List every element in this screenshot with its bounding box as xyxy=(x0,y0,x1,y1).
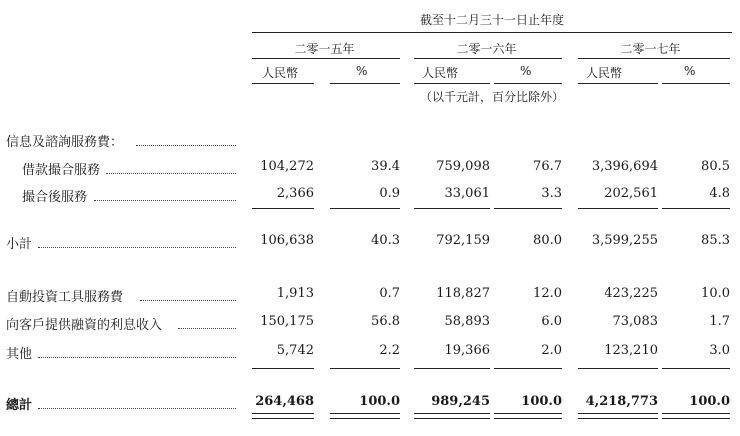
subtotal-rule-4 xyxy=(494,208,562,209)
cell-2016-amount: 759,098 xyxy=(436,159,490,174)
col-rule-6 xyxy=(662,83,730,84)
col-rule-5 xyxy=(578,83,658,84)
subtotal-rule-2 xyxy=(330,208,400,209)
cell-2016-pct: 12.0 xyxy=(533,286,562,301)
currency-header-2017: 人民幣 xyxy=(586,66,623,80)
cell-2015-amount: 106,638 xyxy=(260,233,314,248)
cell-2016-pct: 76.7 xyxy=(533,159,562,174)
total-rule-3 xyxy=(414,368,490,369)
cell-2016-amount: 989,245 xyxy=(431,394,490,409)
units-note: （以千元計，百分比除外） xyxy=(419,90,564,104)
cell-2016-pct: 3.3 xyxy=(541,186,562,201)
year-rule-2017 xyxy=(578,58,730,59)
pct-header-2016: % xyxy=(520,64,532,78)
grand-total-double-rule-6 xyxy=(662,413,730,419)
grand-total-double-rule-3 xyxy=(414,413,490,419)
col-rule-3 xyxy=(414,83,490,84)
cell-2017-amount: 3,396,694 xyxy=(591,159,658,174)
row-leader xyxy=(38,408,236,409)
grand-total-double-rule-4 xyxy=(494,413,562,419)
row-leader xyxy=(178,328,236,329)
cell-2017-amount: 73,083 xyxy=(612,314,658,329)
year-rule-2016 xyxy=(414,58,562,59)
cell-2017-pct: 80.5 xyxy=(701,159,730,174)
cell-2016-amount: 792,159 xyxy=(436,233,490,248)
cell-2017-pct: 4.8 xyxy=(709,186,730,201)
row-label: 撮合後服務 xyxy=(22,190,88,205)
cell-2015-pct: 0.9 xyxy=(379,186,400,201)
cell-2016-pct: 100.0 xyxy=(521,394,562,409)
row-label-subtotal: 小計 xyxy=(6,237,33,252)
row-leader xyxy=(106,173,236,174)
cell-2016-amount: 33,061 xyxy=(444,186,490,201)
row-leader xyxy=(38,357,236,358)
period-rule xyxy=(252,32,732,33)
cell-2016-pct: 6.0 xyxy=(541,314,562,329)
cell-2015-pct: 56.8 xyxy=(371,314,400,329)
total-rule-5 xyxy=(578,368,658,369)
subtotal-rule-1 xyxy=(252,208,314,209)
currency-header-2015: 人民幣 xyxy=(262,66,299,80)
grand-total-double-rule-1 xyxy=(252,413,314,419)
cell-2017-amount: 4,218,773 xyxy=(585,394,658,409)
cell-2017-pct: 3.0 xyxy=(709,343,730,358)
total-rule-1 xyxy=(252,368,314,369)
currency-header-2016: 人民幣 xyxy=(422,66,459,80)
grand-total-double-rule-5 xyxy=(578,413,658,419)
cell-2015-pct: 100.0 xyxy=(359,394,400,409)
total-rule-2 xyxy=(330,368,400,369)
cell-2015-pct: 2.2 xyxy=(379,343,400,358)
grand-total-double-rule-2 xyxy=(330,413,400,419)
cell-2015-amount: 5,742 xyxy=(276,343,314,358)
cell-2017-amount: 202,561 xyxy=(604,186,658,201)
total-rule-4 xyxy=(494,368,562,369)
cell-2017-pct: 100.0 xyxy=(689,394,730,409)
col-rule-4 xyxy=(494,83,562,84)
cell-2015-pct: 40.3 xyxy=(371,233,400,248)
cell-2016-amount: 58,893 xyxy=(444,314,490,329)
row-leader xyxy=(140,300,236,301)
cell-2017-amount: 3,599,255 xyxy=(591,233,658,248)
cell-2015-pct: 39.4 xyxy=(371,159,400,174)
section-leader xyxy=(136,145,236,146)
cell-2015-amount: 2,366 xyxy=(276,186,314,201)
total-rule-6 xyxy=(662,368,730,369)
cell-2015-pct: 0.7 xyxy=(379,286,400,301)
period-title: 截至十二月三十一日止年度 xyxy=(419,13,564,27)
row-label-total: 總計 xyxy=(6,398,33,413)
row-label: 向客戶提供融資的利息收入 xyxy=(6,318,163,333)
subtotal-rule-3 xyxy=(414,208,490,209)
cell-2016-amount: 19,366 xyxy=(444,343,490,358)
section-title: 信息及諮詢服務費： xyxy=(6,135,124,150)
pct-header-2015: % xyxy=(356,64,368,78)
year-rule-2015 xyxy=(252,58,400,59)
cell-2015-amount: 150,175 xyxy=(260,314,314,329)
cell-2017-pct: 1.7 xyxy=(709,314,730,329)
cell-2015-amount: 1,913 xyxy=(276,286,314,301)
row-leader xyxy=(38,247,236,248)
year-2016: 二零一六年 xyxy=(456,42,517,56)
col-rule-2 xyxy=(330,83,400,84)
year-2017: 二零一七年 xyxy=(620,42,681,56)
cell-2017-amount: 123,210 xyxy=(604,343,658,358)
cell-2017-pct: 85.3 xyxy=(701,233,730,248)
subtotal-rule-5 xyxy=(578,208,658,209)
cell-2016-pct: 80.0 xyxy=(533,233,562,248)
row-label: 借款撮合服務 xyxy=(22,163,101,178)
pct-header-2017: % xyxy=(684,64,696,78)
year-2015: 二零一五年 xyxy=(294,42,355,56)
row-label: 自動投資工具服務費 xyxy=(6,290,124,305)
cell-2017-pct: 10.0 xyxy=(701,286,730,301)
cell-2015-amount: 264,468 xyxy=(255,394,314,409)
subtotal-rule-6 xyxy=(662,208,730,209)
cell-2015-amount: 104,272 xyxy=(260,159,314,174)
col-rule-1 xyxy=(252,83,314,84)
row-label: 其他 xyxy=(6,347,33,362)
cell-2016-amount: 118,827 xyxy=(436,286,490,301)
row-leader xyxy=(94,200,236,201)
cell-2016-pct: 2.0 xyxy=(541,343,562,358)
cell-2017-amount: 423,225 xyxy=(604,286,658,301)
